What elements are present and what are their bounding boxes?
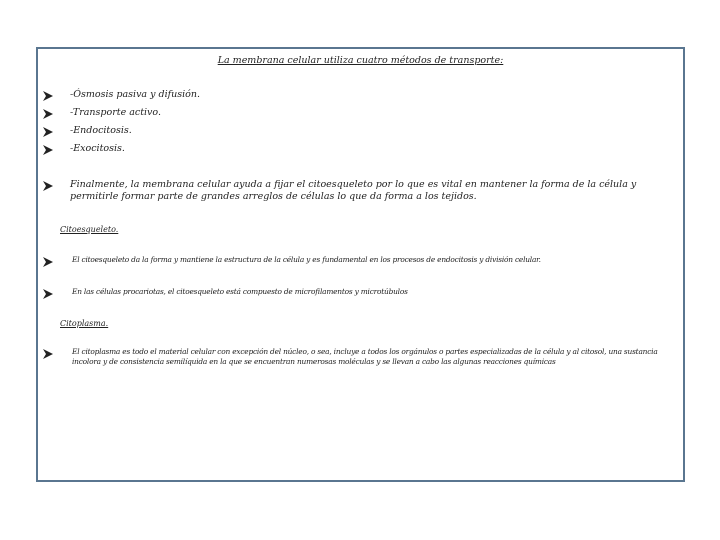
arrow-bullet-icon: [42, 144, 56, 156]
list-item: [42, 179, 662, 203]
slide-title: La membrana celular utiliza cuatro métodos de transporte:: [217, 55, 504, 66]
list-item: [42, 107, 682, 120]
list-item: [42, 287, 682, 300]
list-item: [42, 125, 682, 138]
arrow-bullet-icon: [42, 108, 56, 120]
list-item: [42, 143, 682, 156]
arrow-bullet-icon: [42, 256, 56, 268]
cytoskeleton-point: El citoesqueleto da la forma y mantiene la estructura de la célula y es fundamental en los procesos de endocitosis y división celular.: [72, 255, 541, 264]
method-text: -Transporte activo.: [70, 107, 161, 118]
slide-frame: [36, 47, 685, 482]
list-item: [42, 89, 682, 102]
cytoplasm-heading: Citoplasma.: [60, 319, 109, 328]
arrow-bullet-icon: [42, 90, 56, 102]
arrow-bullet-icon: [42, 288, 56, 300]
cytoskeleton-heading: Citoesqueleto.: [60, 225, 119, 234]
method-text: -Exocitosis.: [70, 143, 125, 154]
method-text: -Ósmosis pasiva y difusión.: [70, 89, 201, 100]
method-text: -Endocitosis.: [70, 125, 132, 136]
list-item: [42, 255, 682, 268]
list-item: [42, 347, 682, 367]
finally-text: Finalmente, la membrana celular ayuda a fijar el citoesqueleto por lo que es vital en mantener la forma de la célula y permitirle formar parte de grandes arreglos de células lo que da forma a los tejidos.: [70, 179, 637, 202]
arrow-bullet-icon: [42, 180, 56, 192]
arrow-bullet-icon: [42, 126, 56, 138]
cytoplasm-point: El citoplasma es todo el material celular con excepción del núcleo, o sea, incluye a todos los orgánulos o partes especializadas de la célula y al citosol, una sustancia incolora y de consistencia semilíquida en la que se encuentran numerosas moléculas y se llevan a cabo las algunas reacciones químicas: [72, 347, 658, 366]
arrow-bullet-icon: [42, 348, 56, 360]
cytoskeleton-point: En las células procariotas, el citoesqueleto está compuesto de microfilamentos y microtúbulos: [72, 287, 408, 296]
